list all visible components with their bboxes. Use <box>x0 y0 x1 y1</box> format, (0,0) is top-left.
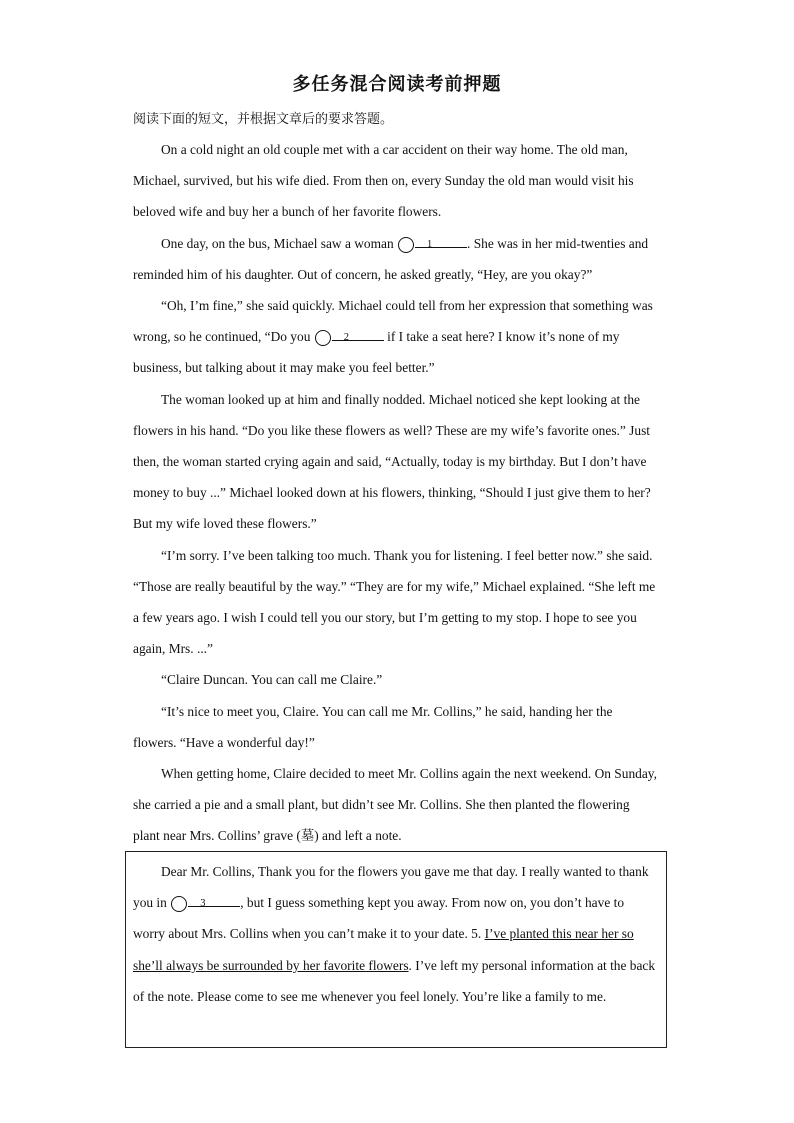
blank-2-line[interactable] <box>332 330 384 341</box>
paragraph-4: The woman looked up at him and finally nodded. Michael noticed she kept looking at the flowers in his hand. “Do you like these flowers as well? These are my wife’s favorite ones.” Just then, the woman started crying again and said, “Actually, today is my birthday. But I don’t have money to buy ...” Michael looked down at his flowers, thinking, “Should I just give them to her? But my wife loved these flowers.” <box>133 391 651 532</box>
paragraph-7: “It’s nice to meet you, Claire. You can call me Mr. Collins,” he said, handing her the flowers. “Have a wonderful day!” <box>133 703 613 750</box>
paragraph-8: When getting home, Claire decided to meet Mr. Collins again the next weekend. On Sunday, she carried a pie and a small plant, but didn’t see Mr. Collins. She then planted the flowering plant near Mrs. Collins’ grave (墓) and left a note. <box>133 766 657 844</box>
paragraph-3-text-b: if I take a seat here? I know it’s none of my business, but talking about it may make you feel better.” <box>133 329 620 376</box>
instruction-text: 阅读下面的短文，并根据文章后的要求答题。 <box>133 112 394 127</box>
note-text-part3: . I’ve left my personal information at the back of the note. Please come to see me whenever you feel lonely. You’re like a family to me. <box>133 957 656 1004</box>
paragraph-2-text-a: One day, on the bus, Michael saw a woman <box>161 235 398 251</box>
blank-number-3: 3 <box>171 896 187 912</box>
underlined-sentence-5: I’ve planted this near her so she’ll always be surrounded by her favorite flowers <box>133 926 634 973</box>
note-text-part1: Dear Mr. Collins, Thank you for the flowers you gave me that day. I really wanted to thank you in <box>133 864 649 911</box>
paragraph-1: On a cold night an old couple met with a car accident on their way home. The old man, Michael, survived, but his wife died. From then on, every Sunday the old man would visit his beloved wife and buy her a bunch of her favorite flowers. <box>133 142 634 220</box>
paragraph-6: “Claire Duncan. You can call me Claire.” <box>161 672 383 688</box>
blank-number-1: 1 <box>398 237 414 253</box>
reading-passage <box>133 134 658 852</box>
paragraph-3-text-a: “Oh, I’m fine,” she said quickly. Michael could tell from her expression that something was wrong, so he continued, “Do you <box>133 298 653 345</box>
paragraph-3 <box>133 290 658 384</box>
blank-number-2: 2 <box>315 330 331 346</box>
paragraph-5: “I’m sorry. I’ve been talking too much. Thank you for listening. I feel better now.” she said. “Those are really beautiful by the way.” “They are for my wife,” Michael explained. “She left me a few years ago. I wish I could tell you our story, but I’m getting to my stop. I hope to see you again, Mrs. ...” <box>133 547 656 657</box>
note-text-part2: , but I guess something kept you away. From now on, you don’t have to worry about Mrs. Collins when you can’t make it to your date. 5. <box>133 895 625 942</box>
page-title: 多任务混合阅读考前押题 <box>292 74 502 95</box>
blank-1-line[interactable] <box>415 237 467 248</box>
note-text <box>133 856 658 1012</box>
paragraph-2-text-b: . She was in her mid-twenties and reminded him of his daughter. Out of concern, he asked greatly, “Hey, are you okay?” <box>133 235 649 282</box>
blank-3-line[interactable] <box>188 896 240 907</box>
note-box <box>125 851 667 1048</box>
paragraph-2 <box>133 228 658 290</box>
